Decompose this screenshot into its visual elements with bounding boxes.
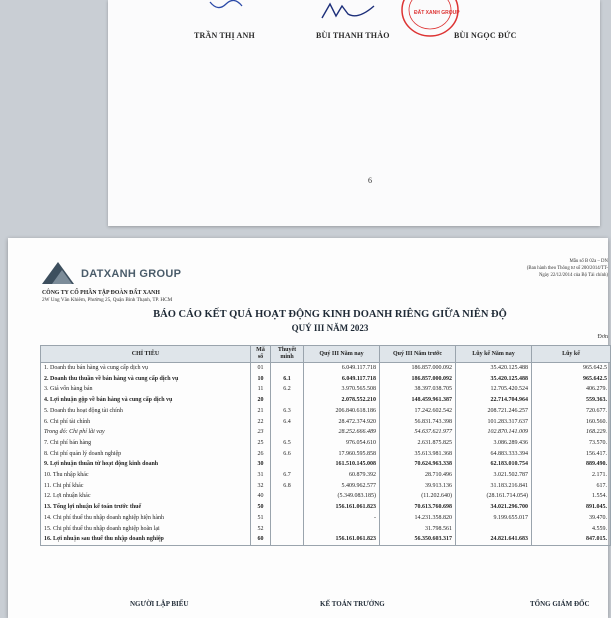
table-cell-label: 1. Doanh thu bán hàng và cung cấp dịch vụ [41, 363, 251, 374]
table-cell-ytd-cy: 34.021.296.700 [456, 502, 532, 513]
table-cell-q3-cy: 156.161.061.823 [304, 502, 380, 513]
table-cell-code: 60 [251, 534, 271, 545]
form-note [468, 258, 608, 279]
table-cell-q3-cy: 3.970.565.508 [304, 384, 380, 395]
table-cell-ytd-cy: 9.199.655.017 [456, 513, 532, 524]
table-cell-ytd-cy: 35.420.125.488 [456, 374, 532, 385]
table-cell-note [271, 395, 304, 406]
table-header-row [41, 346, 611, 363]
signer-name-3: BÙI NGỌC ĐỨC [454, 31, 517, 40]
table-cell-ytd-py: 406.279. [532, 384, 611, 395]
company-address: 2W Ung Văn Khiêm, Phường 25, Quận Bình Thạnh, TP. HCM [42, 297, 173, 303]
table-cell-ytd-py: 156.417. [532, 449, 611, 460]
table-cell-note: 6.4 [271, 417, 304, 428]
company-stamp [400, 0, 460, 38]
previous-page [108, 0, 600, 226]
table-cell-code: 26 [251, 449, 271, 460]
table-cell-ytd-py: 847.015. [532, 534, 611, 545]
page-number: 6 [368, 176, 372, 185]
table-cell-code: 40 [251, 491, 271, 502]
col-header: Quý III Năm nay [304, 346, 380, 363]
table-cell-note: 6.5 [271, 438, 304, 449]
table-cell-q3-cy: 6.049.117.718 [304, 363, 380, 374]
table-cell-q3-py: 31.798.561 [380, 524, 456, 535]
table-cell-code: 52 [251, 524, 271, 535]
table-cell-code: 30 [251, 459, 271, 470]
table-row [41, 406, 611, 417]
table-cell-label: 14. Chi phí thuế thu nhập doanh nghiệp hiện hành [41, 513, 251, 524]
table-cell-label: 4. Lợi nhuận gộp về bán hàng và cung cấp dịch vụ [41, 395, 251, 406]
table-cell-ytd-py: 1.554. [532, 491, 611, 502]
table-row [41, 449, 611, 460]
table-cell-label: 10. Thu nhập khác [41, 470, 251, 481]
table-cell-note [271, 491, 304, 502]
table-cell-q3-py: 17.242.602.542 [380, 406, 456, 417]
table-row [41, 459, 611, 470]
table-cell-code: 21 [251, 406, 271, 417]
table-cell-note: 6.8 [271, 481, 304, 492]
table-cell-ytd-py: 891.045. [532, 502, 611, 513]
table-cell-note: 6.7 [271, 470, 304, 481]
table-cell-code: 11 [251, 384, 271, 395]
table-cell-ytd-cy: 64.883.333.394 [456, 449, 532, 460]
table-cell-q3-py: 56.350.603.317 [380, 534, 456, 545]
table-cell-ytd-py: 889.490. [532, 459, 611, 470]
table-row [41, 502, 611, 513]
table-cell-note: 6.3 [271, 406, 304, 417]
table-cell-note [271, 427, 304, 438]
table-cell-q3-cy: 6.049.117.718 [304, 374, 380, 385]
table-cell-q3-cy: 5.409.962.577 [304, 481, 380, 492]
table-cell-code: 50 [251, 502, 271, 513]
table-cell-ytd-py: 2.171. [532, 470, 611, 481]
table-cell-q3-py: 54.637.621.977 [380, 427, 456, 438]
table-cell-code: 23 [251, 427, 271, 438]
table-cell-q3-py: 39.913.136 [380, 481, 456, 492]
signature-scribble-middle [318, 0, 378, 22]
brand-name: DATXANH GROUP [81, 268, 182, 280]
footer-signature-label: NGƯỜI LẬP BIỂU [130, 600, 189, 608]
table-cell-q3-cy: 156.161.061.823 [304, 534, 380, 545]
table-cell-note [271, 513, 304, 524]
table-cell-ytd-cy: 101.283.317.637 [456, 417, 532, 428]
table-cell-q3-cy: - [304, 513, 380, 524]
table-cell-q3-py: 35.613.981.368 [380, 449, 456, 460]
table-cell-ytd-py: 617. [532, 481, 611, 492]
table-body [41, 363, 611, 546]
table-cell-q3-py: 14.231.358.820 [380, 513, 456, 524]
table-cell-code: 25 [251, 438, 271, 449]
company-name: CÔNG TY CỔ PHẦN TẬP ĐOÀN ĐẤT XANH [42, 290, 160, 296]
table-cell-label: 6. Chi phí tài chính [41, 417, 251, 428]
table-cell-q3-py: 38.397.038.705 [380, 384, 456, 395]
table-cell-ytd-cy: 35.420.125.488 [456, 363, 532, 374]
table-cell-ytd-py: 965.642.5 [532, 374, 611, 385]
table-cell-note: 6.1 [271, 374, 304, 385]
table-cell-ytd-cy: 22.714.704.964 [456, 395, 532, 406]
table-cell-q3-py: 186.857.000.092 [380, 363, 456, 374]
table-cell-label: 5. Doanh thu hoạt động tài chính [41, 406, 251, 417]
report-title: BÁO CÁO KẾT QUẢ HOẠT ĐỘNG KINH DOANH RIÊNG GIỮA NIÊN ĐỘ [153, 309, 507, 320]
report-page [8, 238, 608, 618]
table-cell-ytd-cy: 3.086.289.436 [456, 438, 532, 449]
table-cell-code: 51 [251, 513, 271, 524]
table-cell-label: 9. Lợi nhuận thuần từ hoạt động kinh doanh [41, 459, 251, 470]
table-row [41, 417, 611, 428]
table-cell-ytd-py: 965.642.5 [532, 363, 611, 374]
table-cell-code: 31 [251, 470, 271, 481]
table-cell-ytd-cy: (28.161.714.054) [456, 491, 532, 502]
table-cell-q3-cy: 2.078.552.210 [304, 395, 380, 406]
datxanh-logo-icon [40, 260, 80, 286]
table-cell-q3-py: 28.710.496 [380, 470, 456, 481]
report-subtitle: QUÝ III NĂM 2023 [291, 323, 369, 333]
table-cell-code: 10 [251, 374, 271, 385]
signature-scribble-left [208, 0, 248, 14]
table-cell-code: 20 [251, 395, 271, 406]
table-row [41, 395, 611, 406]
col-header: Lũy kế [532, 346, 611, 363]
signer-name-2: BÙI THANH THẢO [316, 31, 390, 40]
form-note-line: Ngày 22/12/2014 của Bộ Tài chính) [538, 273, 608, 278]
table-cell-label: 8. Chi phí quản lý doanh nghiệp [41, 449, 251, 460]
table-cell-q3-cy: 976.054.610 [304, 438, 380, 449]
table-cell-code: 22 [251, 417, 271, 428]
table-cell-note: 6.6 [271, 449, 304, 460]
col-header: Mã số [251, 346, 271, 363]
table-row [41, 491, 611, 502]
table-cell-ytd-cy [456, 524, 532, 535]
table-cell-q3-cy: 60.879.392 [304, 470, 380, 481]
form-note-line: Mẫu số B 02a – DN [569, 259, 608, 264]
table-cell-ytd-py: 168.229. [532, 427, 611, 438]
table-cell-ytd-py: 4.559. [532, 524, 611, 535]
table-row [41, 481, 611, 492]
table-cell-label: 3. Giá vốn hàng bán [41, 384, 251, 395]
table-cell-label: 12. Lợi nhuận khác [41, 491, 251, 502]
currency-note: Đơn [597, 334, 608, 340]
table-cell-ytd-cy: 102.870.141.009 [456, 427, 532, 438]
table-cell-label: 13. Tổng lợi nhuận kế toán trước thuế [41, 502, 251, 513]
table-cell-ytd-py: 559.363. [532, 395, 611, 406]
table-cell-label: 7. Chi phí bán hàng [41, 438, 251, 449]
table-cell-q3-py: (11.202.640) [380, 491, 456, 502]
table-row [41, 438, 611, 449]
table-cell-ytd-py: 73.570. [532, 438, 611, 449]
table-cell-q3-py: 70.624.963.338 [380, 459, 456, 470]
footer-signature-label: TỔNG GIÁM ĐỐC [530, 600, 590, 608]
table-row [41, 513, 611, 524]
table-row [41, 363, 611, 374]
table-cell-note [271, 363, 304, 374]
table-cell-note [271, 534, 304, 545]
table-cell-ytd-py: 720.677. [532, 406, 611, 417]
table-cell-code: 32 [251, 481, 271, 492]
col-header: Thuyết minh [271, 346, 304, 363]
table-cell-ytd-py: 39.470. [532, 513, 611, 524]
table-cell-q3-cy: 28.252.666.489 [304, 427, 380, 438]
table-cell-label: 15. Chi phí thuế thu nhập doanh nghiệp hoãn lại [41, 524, 251, 535]
table-row [41, 534, 611, 545]
signer-name-1: TRẦN THỊ ANH [194, 31, 255, 40]
table-row [41, 427, 611, 438]
table-row [41, 374, 611, 385]
table-cell-ytd-cy: 62.183.010.754 [456, 459, 532, 470]
col-header: Quý III Năm trước [380, 346, 456, 363]
table-cell-q3-cy: 161.510.145.008 [304, 459, 380, 470]
table-cell-ytd-cy: 31.183.216.841 [456, 481, 532, 492]
table-cell-q3-py: 186.857.000.092 [380, 374, 456, 385]
footer-signature-label: KẾ TOÁN TRƯỞNG [320, 600, 385, 608]
income-statement-table [40, 345, 611, 546]
table-cell-note [271, 524, 304, 535]
table-cell-q3-py: 2.631.875.825 [380, 438, 456, 449]
table-row [41, 524, 611, 535]
table-cell-q3-cy [304, 524, 380, 535]
table-cell-ytd-cy: 3.021.502.787 [456, 470, 532, 481]
table-cell-label: 2. Doanh thu thuần về bán hàng và cung cấp dịch vụ [41, 374, 251, 385]
col-header: CHỈ TIÊU [41, 346, 251, 363]
table-row [41, 470, 611, 481]
table-cell-q3-cy: 206.840.618.186 [304, 406, 380, 417]
table-cell-note [271, 502, 304, 513]
table-cell-note: 6.2 [271, 384, 304, 395]
table-cell-label: 11. Chi phí khác [41, 481, 251, 492]
table-cell-note [271, 459, 304, 470]
col-header: Lũy kế Năm nay [456, 346, 532, 363]
table-cell-q3-py: 148.459.961.387 [380, 395, 456, 406]
table-cell-label: 16. Lợi nhuận sau thuế thu nhập doanh nghiệp [41, 534, 251, 545]
table-cell-label: Trong đó: Chi phí lãi vay [41, 427, 251, 438]
table-cell-q3-py: 70.613.760.698 [380, 502, 456, 513]
form-note-line: (Ban hành theo Thông tư số 200/2014/TT- [526, 266, 608, 271]
table-cell-q3-py: 56.831.743.398 [380, 417, 456, 428]
table-cell-ytd-cy: 24.821.641.683 [456, 534, 532, 545]
table-cell-ytd-py: 160.560. [532, 417, 611, 428]
table-cell-ytd-cy: 208.721.246.257 [456, 406, 532, 417]
table-cell-ytd-cy: 12.705.420.524 [456, 384, 532, 395]
table-cell-code: 01 [251, 363, 271, 374]
table-row [41, 384, 611, 395]
table-cell-q3-cy: 28.472.374.920 [304, 417, 380, 428]
stamp-text: ĐẤT XANH GROUP [414, 10, 460, 16]
table-cell-q3-cy: (5.349.083.185) [304, 491, 380, 502]
table-cell-q3-cy: 17.960.595.858 [304, 449, 380, 460]
